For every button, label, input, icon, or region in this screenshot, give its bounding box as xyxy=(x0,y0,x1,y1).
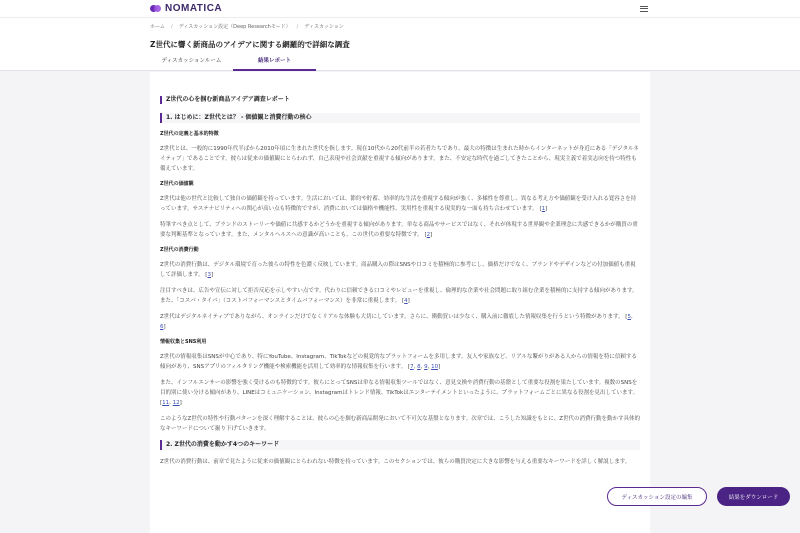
section-heading-2: 2. Z世代の消費を動かす4つのキーワード xyxy=(160,440,640,450)
citation-link[interactable]: 4 xyxy=(404,298,408,304)
tab-discussion-room[interactable]: ディスカッションルーム xyxy=(161,58,222,64)
report-content xyxy=(150,72,650,533)
paragraph: Z世代とは、一般的に1990年代半ばから2010年頃に生まれた世代を指します。現在10代から20代前半の若者たちであり、最大の特徴は生まれた時からインターネットが身近にある「デジタルネイティブ」であることです。彼らは従来の価値観にとらわれず、自己表現や社会貢献を重視する傾向があります。また、不安定な時代を過ごしてきたことから、現実主義で着実志向を持つ特性も備えています。 xyxy=(160,146,639,172)
hamburger-menu-icon[interactable] xyxy=(640,6,648,12)
paragraph: Z世代の情報収集はSNSが中心であり、特にYouTube、Instagram、TikTokなどの視覚的なプラットフォームを多用します。友人や家族など、リアルな繋がりがある人からの情報を特に信頼する傾向があり、SNSアプリのフィルタリング機能や検索機能を活用して効率的な情報収集を行います。 [7, 8, 9, 10] xyxy=(160,354,637,370)
citation-link[interactable]: 7 xyxy=(410,364,414,370)
logo[interactable] xyxy=(150,3,222,14)
breadcrumb xyxy=(150,23,650,30)
paragraph: Z世代の消費行動は、デジタル環境で育った彼らの特性を色濃く反映しています。商品購入の際はSNSや口コミを積極的に参考にし、価格だけでなく、ブランドやデザインなどの付加価値も重視して評価します。 [3] xyxy=(160,262,636,278)
citation-link[interactable]: 3 xyxy=(207,272,211,278)
paragraph: Z世代は他の世代と比較して独自の価値観を持っています。生活においては、節約や貯蓄、効率的な生活を重視する傾向が強く、多様性を尊重し、異なる考え方や価値観を受け入れる寛容さを持っています。サステナビリティへの関心が高い点も特徴的ですが、消費においては価格や機能性、実用性を重視する現実的な一面も持ち合わせています。 [1] xyxy=(160,196,637,212)
edit-settings-button[interactable]: ディスカッション設定の編集 xyxy=(607,487,707,506)
citation-link[interactable]: 10 xyxy=(431,364,439,370)
paragraph: このようなZ世代の特性や行動パターンを深く理解することは、彼らの心を掴む新商品開発において不可欠な基盤となります。次章では、こうした知識をもとに、Z世代の消費行動を動かす具体的なキーワードについて掘り下げていきます。 xyxy=(160,416,640,432)
breadcrumb-separator: / xyxy=(296,23,299,30)
logo-text: NOMATICA xyxy=(165,3,223,14)
citation-link[interactable]: 9 xyxy=(424,364,428,370)
citation-link[interactable]: 11 xyxy=(162,400,170,406)
page-header xyxy=(0,18,800,71)
logo-icon xyxy=(150,4,162,13)
report-title: Z世代の心を掴む新商品アイデア調査レポート xyxy=(160,96,640,104)
subheading-definition: Z世代の定義と基本的特徴 xyxy=(160,131,219,137)
breadcrumb-home[interactable]: ホーム xyxy=(150,24,166,30)
paragraph: また、インフルエンサーの影響を強く受けるのも特徴的です。彼らにとってSNSは単なる情報収集ツールではなく、意見交換や消費行動の基盤として重要な役割を果たしています。複数のSNSを目的別に使い分ける傾向があり、LINEはコミュニケーション、Instagramはトレンド情報、TikTokはエンターテイメントといったように、プラットフォームごとに異なる役割を見出しています。 [11, 12] xyxy=(160,380,639,406)
tab-result-report[interactable]: 結果レポート xyxy=(233,56,316,71)
subheading-values: Z世代の価値観 xyxy=(160,181,194,187)
subheading-consumption: Z世代の消費行動 xyxy=(160,247,199,253)
paragraph: 注目すべきは、広告や宣伝に対して拒否反応を示しやすい点です。代わりに信頼できる口コミやレビューを重視し、倫理的な企業や社会問題に取り組む企業を積極的に支持する傾向があります。また、「コスパ・タイパ」（コストパフォーマンスとタイムパフォーマンス）を非常に重視します。 [4] xyxy=(160,288,638,304)
citation-link[interactable]: 6 xyxy=(160,324,164,330)
section-heading-1: 1. はじめに：Z世代とは？ - 価値観と消費行動の核心 xyxy=(160,113,640,123)
citation-link[interactable]: 8 xyxy=(417,364,421,370)
breadcrumb-current: ディスカッション xyxy=(304,24,344,30)
citation-link[interactable]: 12 xyxy=(172,400,180,406)
paragraph: Z世代はデジタルネイティブでありながら、オンラインだけでなくリアルな体験も大切にしています。さらに、衝動買いは少なく、購入前に徹底した情報収集を行うという特徴があります。 [5, 6] xyxy=(160,314,633,330)
citation-link[interactable]: 2 xyxy=(426,232,431,238)
top-bar xyxy=(0,0,800,18)
download-results-button[interactable]: 結果をダウンロード xyxy=(717,487,790,506)
paragraph: Z世代の消費行動は、前章で見たように従来の価値観にとらわれない特徴を持っています。このセクションでは、彼らの購買決定に大きな影響を与える重要なキーワードを詳しく解説します。 xyxy=(160,459,631,465)
citation-link[interactable]: 1 xyxy=(541,206,546,212)
breadcrumb-settings[interactable]: ディスカッション設定（Deep Researchモード） xyxy=(178,24,291,30)
paragraph: 特筆すべき点として、ブランドのストーリーや価値に共感するかどうかを重視する傾向があります。単なる商品やサービスではなく、それが体現する世界観や企業理念に共感できるかが購買の重要な判断基準となっています。また、メンタルヘルスへの意識が高いことも、この世代の重要な特徴です。 [2] xyxy=(160,222,638,238)
page-title: Z世代に響く新商品のアイデアに関する網羅的で詳細な調査 xyxy=(150,40,350,49)
breadcrumb-separator: / xyxy=(171,23,173,30)
subheading-sns: 情報収集とSNS利用 xyxy=(160,339,207,345)
citation-link[interactable]: 5 xyxy=(627,314,631,320)
tab-bar xyxy=(150,56,316,71)
